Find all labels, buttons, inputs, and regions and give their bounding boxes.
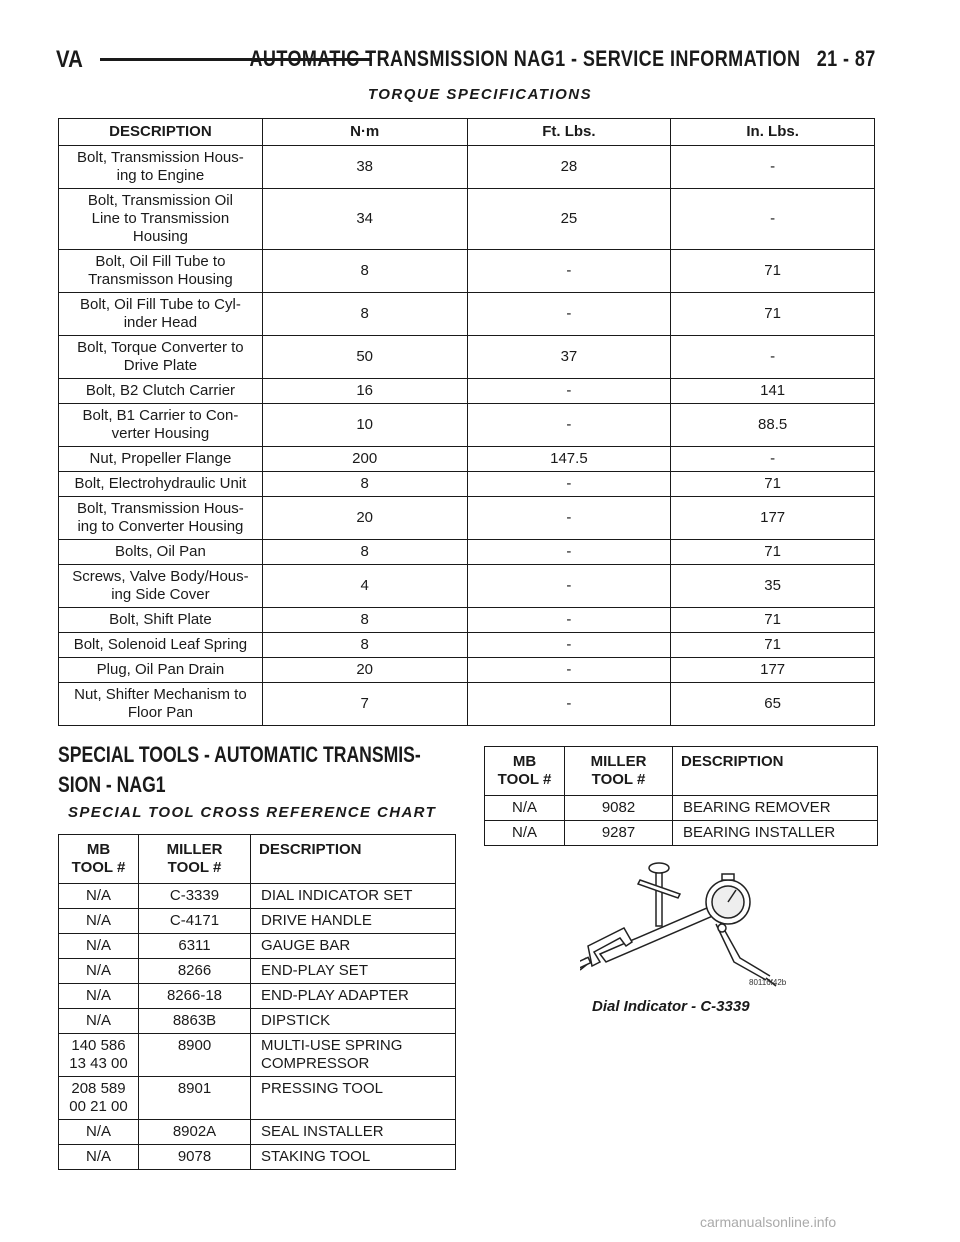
header-page-number: 21 - 87 [816,46,876,71]
torque-row [59,565,875,608]
torque-value: 8 [262,250,467,293]
tools-col-header: MILLER TOOL # [565,747,673,796]
torque-value: - [671,447,875,472]
tools-row [59,884,456,909]
torque-value: 4 [262,565,467,608]
miller-tool-number: 8902A [139,1120,251,1145]
torque-row [59,633,875,658]
torque-value: 34 [262,189,467,250]
torque-value: - [467,293,671,336]
torque-value: 10 [262,404,467,447]
torque-row [59,336,875,379]
tool-description: BEARING INSTALLER [673,821,878,846]
tools-row [59,934,456,959]
figure-code: 80116f42b [749,978,787,987]
torque-description: Bolt, Oil Fill Tube to Cyl- inder Head [59,293,263,336]
miller-tool-number: 8863B [139,1009,251,1034]
figure-caption: Dial Indicator - C-3339 [592,998,750,1015]
torque-description: Bolt, B2 Clutch Carrier [59,379,263,404]
torque-value: 65 [671,683,875,726]
mb-tool-number: N/A [59,1145,139,1170]
special-tools-heading: SPECIAL TOOLS - AUTOMATIC TRANSMIS- SION - NAG1 [58,742,421,797]
torque-value: 71 [671,472,875,497]
miller-tool-number: 9078 [139,1145,251,1170]
torque-value: - [671,146,875,189]
torque-description: Bolt, Transmission Hous- ing to Engine [59,146,263,189]
miller-tool-number: 8900 [139,1034,251,1077]
mb-tool-number: N/A [59,909,139,934]
mb-tool-number: N/A [59,984,139,1009]
tools-col-header: MB TOOL # [485,747,565,796]
torque-value: 177 [671,658,875,683]
mb-tool-number: N/A [59,1009,139,1034]
tools-col-header: MILLER TOOL # [139,835,251,884]
torque-description: Bolts, Oil Pan [59,540,263,565]
torque-value: - [467,472,671,497]
torque-value: 71 [671,293,875,336]
miller-tool-number: 8901 [139,1077,251,1120]
torque-value: 8 [262,540,467,565]
tools-row [59,984,456,1009]
torque-value: 35 [671,565,875,608]
torque-description: Plug, Oil Pan Drain [59,658,263,683]
miller-tool-number: 8266 [139,959,251,984]
torque-value: - [467,565,671,608]
torque-row [59,146,875,189]
torque-description: Bolt, Transmission Oil Line to Transmission Housing [59,189,263,250]
tool-description: END-PLAY ADAPTER [251,984,456,1009]
tools-row [59,909,456,934]
torque-value: 25 [467,189,671,250]
mb-tool-number: N/A [59,934,139,959]
torque-col-header: N·m [262,119,467,146]
torque-col-header: In. Lbs. [671,119,875,146]
tools-col-header: MB TOOL # [59,835,139,884]
tool-description: SEAL INSTALLER [251,1120,456,1145]
watermark: carmanualsonline.info [700,1214,837,1230]
torque-value: - [467,540,671,565]
torque-value: - [467,683,671,726]
torque-row [59,379,875,404]
mb-tool-number: 208 589 00 21 00 [59,1077,139,1120]
torque-value: 20 [262,658,467,683]
tools-row [59,1077,456,1120]
torque-table [58,118,875,726]
torque-value: - [467,633,671,658]
mb-tool-number: N/A [59,1120,139,1145]
dial-indicator-illustration [580,858,780,994]
torque-value: 20 [262,497,467,540]
torque-description: Bolt, Torque Converter to Drive Plate [59,336,263,379]
torque-value: 71 [671,540,875,565]
torque-value: 88.5 [671,404,875,447]
torque-row [59,540,875,565]
torque-value: - [467,497,671,540]
torque-description: Bolt, Transmission Hous- ing to Converter Housing [59,497,263,540]
torque-value: 200 [262,447,467,472]
torque-value: 71 [671,250,875,293]
header-title: AUTOMATIC TRANSMISSION NAG1 - SERVICE INFORMATION [249,46,801,71]
torque-row [59,683,875,726]
torque-description: Bolt, Oil Fill Tube to Transmisson Housing [59,250,263,293]
torque-row [59,250,875,293]
tools-row [59,1120,456,1145]
torque-value: 50 [262,336,467,379]
torque-value: 7 [262,683,467,726]
mb-tool-number: N/A [485,821,565,846]
torque-col-header: Ft. Lbs. [467,119,671,146]
torque-value: 8 [262,633,467,658]
torque-value: 71 [671,633,875,658]
torque-value: 28 [467,146,671,189]
miller-tool-number: 8266-18 [139,984,251,1009]
torque-row [59,189,875,250]
torque-value: 147.5 [467,447,671,472]
torque-title: TORQUE SPECIFICATIONS [367,86,593,103]
tools-header-row [59,835,456,884]
tools-table-right [484,746,878,846]
tools-row [59,1145,456,1170]
header-left: VA [56,46,83,73]
tool-description: DIPSTICK [251,1009,456,1034]
torque-body [59,146,875,726]
tool-description: PRESSING TOOL [251,1077,456,1120]
tool-description: END-PLAY SET [251,959,456,984]
torque-value: - [467,379,671,404]
tools-row [59,1009,456,1034]
torque-row [59,404,875,447]
torque-description: Bolt, Electrohydraulic Unit [59,472,263,497]
torque-row [59,447,875,472]
tools-row [485,821,878,846]
torque-description: Nut, Shifter Mechanism to Floor Pan [59,683,263,726]
torque-value: - [671,336,875,379]
miller-tool-number: 9287 [565,821,673,846]
torque-value: 141 [671,379,875,404]
mb-tool-number: N/A [59,959,139,984]
mb-tool-number: 140 586 13 43 00 [59,1034,139,1077]
torque-value: 71 [671,608,875,633]
tools-col-header: DESCRIPTION [251,835,456,884]
cross-reference-title: SPECIAL TOOL CROSS REFERENCE CHART [68,804,437,821]
torque-value: - [467,404,671,447]
tools-table-left [58,834,456,1170]
tools-header-row [485,747,878,796]
torque-description: Nut, Propeller Flange [59,447,263,472]
torque-description: Bolt, B1 Carrier to Con- verter Housing [59,404,263,447]
torque-row [59,497,875,540]
miller-tool-number: 6311 [139,934,251,959]
torque-value: 37 [467,336,671,379]
torque-value: 8 [262,608,467,633]
torque-row [59,658,875,683]
torque-value: - [467,250,671,293]
torque-value: 177 [671,497,875,540]
page-header [56,44,876,78]
tool-description: BEARING REMOVER [673,796,878,821]
tool-description: GAUGE BAR [251,934,456,959]
tool-description: STAKING TOOL [251,1145,456,1170]
torque-col-header: DESCRIPTION [59,119,263,146]
tool-description: DIAL INDICATOR SET [251,884,456,909]
torque-value: - [467,608,671,633]
torque-value: 8 [262,293,467,336]
torque-row [59,608,875,633]
miller-tool-number: 9082 [565,796,673,821]
torque-description: Bolt, Solenoid Leaf Spring [59,633,263,658]
torque-value: - [671,189,875,250]
tool-description: MULTI-USE SPRING COMPRESSOR [251,1034,456,1077]
tools-row [485,796,878,821]
torque-value: 8 [262,472,467,497]
torque-description: Screws, Valve Body/Hous- ing Side Cover [59,565,263,608]
torque-value: - [467,658,671,683]
torque-header-row [59,119,875,146]
torque-value: 38 [262,146,467,189]
mb-tool-number: N/A [485,796,565,821]
miller-tool-number: C-3339 [139,884,251,909]
torque-row [59,293,875,336]
tools-row [59,959,456,984]
torque-value: 16 [262,379,467,404]
torque-row [59,472,875,497]
torque-description: Bolt, Shift Plate [59,608,263,633]
mb-tool-number: N/A [59,884,139,909]
tools-row [59,1034,456,1077]
miller-tool-number: C-4171 [139,909,251,934]
tools-col-header: DESCRIPTION [673,747,878,796]
tool-description: DRIVE HANDLE [251,909,456,934]
header-right [250,46,876,72]
